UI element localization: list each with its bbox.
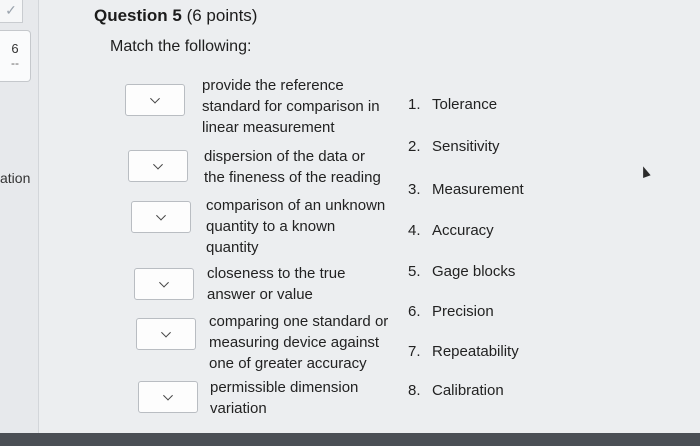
option-label: Repeatability	[432, 343, 519, 360]
match-prompt-1: provide the reference standard for comparison in linear measurement	[202, 77, 380, 136]
option-label: Tolerance	[432, 96, 498, 113]
chevron-down-icon	[163, 391, 173, 401]
option-number: 5.	[408, 263, 421, 280]
screen-bottom-bezel	[0, 433, 700, 446]
chevron-down-icon	[159, 278, 169, 288]
option-number: 6.	[408, 303, 421, 320]
option-label: Gage blocks	[432, 263, 516, 280]
option-label: Calibration	[432, 382, 504, 399]
match-dropdown-1[interactable]	[125, 84, 185, 116]
question-nav-status: --	[11, 56, 19, 70]
option-2	[408, 138, 500, 155]
option-3	[408, 181, 524, 198]
option-8	[408, 382, 504, 399]
option-4	[408, 222, 494, 239]
option-label: Accuracy	[432, 222, 494, 239]
option-number: 3.	[408, 181, 421, 198]
match-prompt-4: closeness to the true answer or value	[207, 265, 346, 303]
option-5	[408, 263, 515, 280]
option-label: Sensitivity	[432, 138, 500, 155]
option-number: 8.	[408, 382, 421, 399]
check-icon[interactable]: ✓	[0, 0, 23, 23]
option-6	[408, 303, 494, 320]
chevron-down-icon	[156, 211, 166, 221]
match-prompt-5: comparing one standard or measuring device against one of greater accuracy	[209, 313, 389, 372]
match-dropdown-4[interactable]	[134, 268, 194, 300]
match-dropdown-6[interactable]	[138, 381, 198, 413]
option-label: Measurement	[432, 181, 524, 198]
match-prompt-2: dispersion of the data or the fineness of the reading	[204, 148, 381, 186]
question-instruction: Match the following:	[110, 38, 252, 55]
question-points: (6 points)	[186, 6, 258, 25]
match-dropdown-2[interactable]	[128, 150, 188, 182]
match-prompt-6: permissible dimension variation	[210, 379, 359, 417]
option-1	[408, 96, 497, 113]
question-nav-item[interactable]	[0, 30, 31, 82]
match-prompt-3: comparison of an unknown quantity to a known quantity	[206, 197, 386, 256]
chevron-down-icon	[153, 160, 163, 170]
option-7	[408, 343, 519, 360]
match-dropdown-5[interactable]	[136, 318, 196, 350]
option-number: 4.	[408, 222, 421, 239]
question-label: Question 5	[94, 6, 182, 25]
option-number: 7.	[408, 343, 421, 360]
option-label: Precision	[432, 303, 494, 320]
option-number: 2.	[408, 138, 421, 155]
question-title	[94, 6, 257, 26]
sidebar-partial-text: ation	[0, 170, 31, 186]
match-dropdown-3[interactable]	[131, 201, 191, 233]
option-number: 1.	[408, 96, 421, 113]
chevron-down-icon	[150, 94, 160, 104]
mouse-cursor-icon	[639, 165, 650, 178]
question-nav-number: 6	[11, 41, 19, 56]
chevron-down-icon	[161, 328, 171, 338]
